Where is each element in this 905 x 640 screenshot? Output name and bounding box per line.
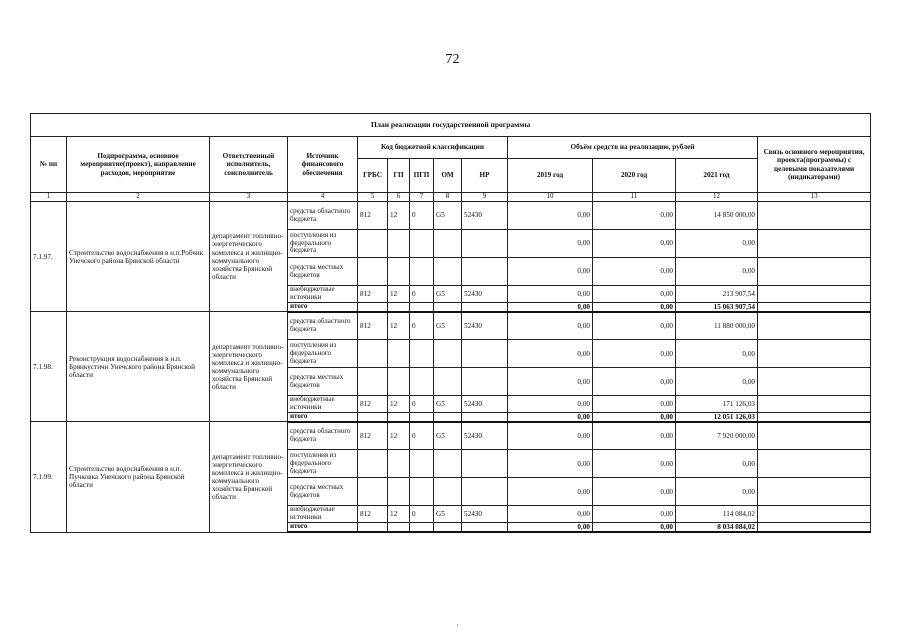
code-pgp: 0 [410,202,434,230]
amount-2020: 0,00 [593,396,676,413]
code-om: G5 [434,202,462,230]
source-regional: средства областного бюджета [288,312,358,340]
code-om: G5 [434,312,462,340]
source-regional: средства областного бюджета [288,422,358,450]
code-np [462,230,508,258]
implementation-plan-table [30,113,870,585]
header-subprogram: Подпрограмма, основное мероприятие(проект), направление расходов, мероприятие [67,137,210,193]
amount-2020: 0,00 [593,258,676,286]
code-np [462,478,508,506]
code-om [434,302,462,312]
amount-2020: 0,00 [593,412,676,422]
code-grbs: 812 [358,396,388,413]
column-number: 9 [462,193,508,202]
source-local: средства местных бюджетов [288,368,358,396]
code-om [434,478,462,506]
amount-2020: 0,00 [593,230,676,258]
column-number: 4 [288,193,358,202]
page-number: 72 [445,52,460,67]
link-cell [758,230,871,258]
item-executor: департамент топливно-энергетического комплекса и жилищно-коммунального хозяйства Брянской области [210,422,288,532]
code-np [462,302,508,312]
header-om: ОМ [434,159,462,193]
item-executor: департамент топливно-энергетического комплекса и жилищно-коммунального хозяйства Брянской области [210,202,288,312]
code-grbs [358,478,388,506]
header-executor: Ответственный исполнитель, соисполнитель [210,137,288,193]
column-number: 2 [67,193,210,202]
source-regional: средства областного бюджета [288,202,358,230]
amount-2019: 0,00 [508,396,593,413]
amount-2021: 0,00 [676,340,758,368]
amount-2021: 0,00 [676,230,758,258]
code-gp: 12 [388,312,410,340]
code-pgp [410,368,434,396]
code-np: 52430 [462,312,508,340]
column-number: 7 [410,193,434,202]
source-local: средства местных бюджетов [288,478,358,506]
column-number: 5 [358,193,388,202]
link-cell [758,368,871,396]
code-om [434,340,462,368]
amount-2019: 0,00 [508,450,593,478]
code-pgp [410,450,434,478]
amount-2020: 0,00 [593,302,676,312]
source-federal: поступления из федерального бюджета [288,340,358,368]
plan-table [30,113,871,533]
amount-2019: 0,00 [508,312,593,340]
code-grbs [358,523,388,533]
amount-2021: 114 084,02 [676,506,758,523]
amount-2019: 0,00 [508,506,593,523]
item-number: 7.1.97. [31,202,67,312]
table-row [31,202,871,230]
code-gp [388,258,410,286]
code-pgp: 0 [410,312,434,340]
code-om: G5 [434,506,462,523]
column-numbers-row [31,193,871,202]
header-2020: 2020 год [593,159,676,193]
link-cell [758,312,871,340]
amount-2019: 0,00 [508,286,593,303]
code-grbs: 812 [358,422,388,450]
code-om [434,450,462,478]
header-np: НР [462,159,508,193]
code-np: 52430 [462,396,508,413]
amount-2021: 11 880 000,00 [676,312,758,340]
amount-2020: 0,00 [593,523,676,533]
amount-2020: 0,00 [593,506,676,523]
code-pgp [410,302,434,312]
link-cell [758,396,871,413]
item-name: Строительство водоснабжения в н.п.Робчик Унечского района Брянской области [67,202,210,312]
amount-2019: 0,00 [508,258,593,286]
link-cell [758,412,871,422]
code-gp [388,478,410,506]
link-cell [758,202,871,230]
amount-2021: 0,00 [676,478,758,506]
code-gp [388,523,410,533]
amount-2020: 0,00 [593,450,676,478]
amount-2019: 0,00 [508,412,593,422]
code-gp: 12 [388,286,410,303]
code-grbs [358,450,388,478]
code-om [434,230,462,258]
header-source: Источник финансового обеспечения [288,137,358,193]
column-number: 6 [388,193,410,202]
column-number: 11 [593,193,676,202]
header-grbs: ГРБС [358,159,388,193]
code-grbs: 812 [358,506,388,523]
amount-2019: 0,00 [508,340,593,368]
code-np: 52430 [462,202,508,230]
code-om [434,412,462,422]
amount-2021: 12 051 126,03 [676,412,758,422]
code-grbs [358,412,388,422]
code-om [434,368,462,396]
link-cell [758,506,871,523]
item-name: Строительство водоснабжения в н.п. Пучковка Унечского района Брянской области [67,422,210,532]
source-total: итого [288,412,358,422]
code-np: 52430 [462,422,508,450]
amount-2020: 0,00 [593,422,676,450]
code-np [462,523,508,533]
item-executor: департамент топливно-энергетического комплекса и жилищно-коммунального хозяйства Брянской области [210,312,288,422]
source-extra: внебюджетные источники [288,286,358,303]
link-cell [758,302,871,312]
column-number: 1 [31,193,67,202]
code-np [462,368,508,396]
code-np: 52430 [462,506,508,523]
source-federal: поступления из федерального бюджета [288,230,358,258]
scan-mark: · [456,620,459,630]
header-budget-code: Код бюджетной классификации [358,137,508,159]
header-volume: Объём средств на реализацию, рублей [508,137,758,159]
amount-2021: 7 920 000,00 [676,422,758,450]
code-gp [388,340,410,368]
amount-2021: 15 063 907,54 [676,302,758,312]
amount-2020: 0,00 [593,340,676,368]
header-num: № пп [31,137,67,193]
code-np: 52430 [462,286,508,303]
column-number: 10 [508,193,593,202]
table-row [31,312,871,340]
column-number: 13 [758,193,871,202]
header-2021: 2021 год [676,159,758,193]
source-extra: внебюджетные источники [288,396,358,413]
amount-2020: 0,00 [593,368,676,396]
amount-2020: 0,00 [593,286,676,303]
code-grbs [358,302,388,312]
code-pgp [410,523,434,533]
source-local: средства местных бюджетов [288,258,358,286]
amount-2021: 213 907,54 [676,286,758,303]
code-pgp [410,412,434,422]
amount-2021: 0,00 [676,368,758,396]
header-2019: 2019 год [508,159,593,193]
item-number: 7.1.99. [31,422,67,532]
amount-2020: 0,00 [593,202,676,230]
header-pgp: ПГП [410,159,434,193]
code-grbs [358,258,388,286]
amount-2021: 0,00 [676,450,758,478]
code-om [434,523,462,533]
amount-2019: 0,00 [508,422,593,450]
code-np [462,450,508,478]
amount-2021: 0,00 [676,258,758,286]
code-gp: 12 [388,422,410,450]
source-federal: поступления из федерального бюджета [288,450,358,478]
column-number: 8 [434,193,462,202]
code-pgp [410,258,434,286]
code-grbs [358,230,388,258]
code-grbs: 812 [358,286,388,303]
amount-2020: 0,00 [593,312,676,340]
amount-2019: 0,00 [508,368,593,396]
code-om [434,258,462,286]
code-grbs [358,340,388,368]
code-gp [388,230,410,258]
amount-2020: 0,00 [593,478,676,506]
amount-2021: 8 034 084,02 [676,523,758,533]
amount-2019: 0,00 [508,230,593,258]
code-pgp: 0 [410,396,434,413]
code-grbs: 812 [358,312,388,340]
column-number: 3 [210,193,288,202]
link-cell [758,422,871,450]
code-pgp [410,230,434,258]
code-gp: 12 [388,202,410,230]
code-np [462,412,508,422]
item-name: Реконструкция водоснабжения в н.п. Брянкустичи Унечского района Брянской области [67,312,210,422]
header-gp: ГП [388,159,410,193]
code-grbs: 812 [358,202,388,230]
code-om: G5 [434,422,462,450]
source-total: итого [288,302,358,312]
amount-2021: 14 850 000,00 [676,202,758,230]
item-number: 7.1.98. [31,312,67,422]
table-title: План реализации государственной программы [31,114,871,137]
link-cell [758,450,871,478]
link-cell [758,258,871,286]
code-gp [388,412,410,422]
code-gp: 12 [388,396,410,413]
code-gp: 12 [388,506,410,523]
code-np [462,258,508,286]
amount-2019: 0,00 [508,202,593,230]
code-pgp: 0 [410,422,434,450]
code-pgp: 0 [410,286,434,303]
amount-2019: 0,00 [508,302,593,312]
link-cell [758,478,871,506]
code-gp [388,450,410,478]
code-pgp [410,478,434,506]
amount-2019: 0,00 [508,478,593,506]
code-np [462,340,508,368]
code-om: G5 [434,286,462,303]
code-om: G5 [434,396,462,413]
code-gp [388,368,410,396]
table-row [31,422,871,450]
amount-2021: 171 126,03 [676,396,758,413]
code-grbs [358,368,388,396]
column-number: 12 [676,193,758,202]
code-pgp [410,340,434,368]
code-gp [388,302,410,312]
amount-2019: 0,00 [508,523,593,533]
link-cell [758,523,871,533]
source-extra: внебюджетные источники [288,506,358,523]
source-total: итого [288,523,358,533]
link-cell [758,286,871,303]
code-pgp: 0 [410,506,434,523]
link-cell [758,340,871,368]
header-link: Связь основного мероприятия, проекта(программы) с целевыми показателями (индикаторами) [758,137,871,193]
